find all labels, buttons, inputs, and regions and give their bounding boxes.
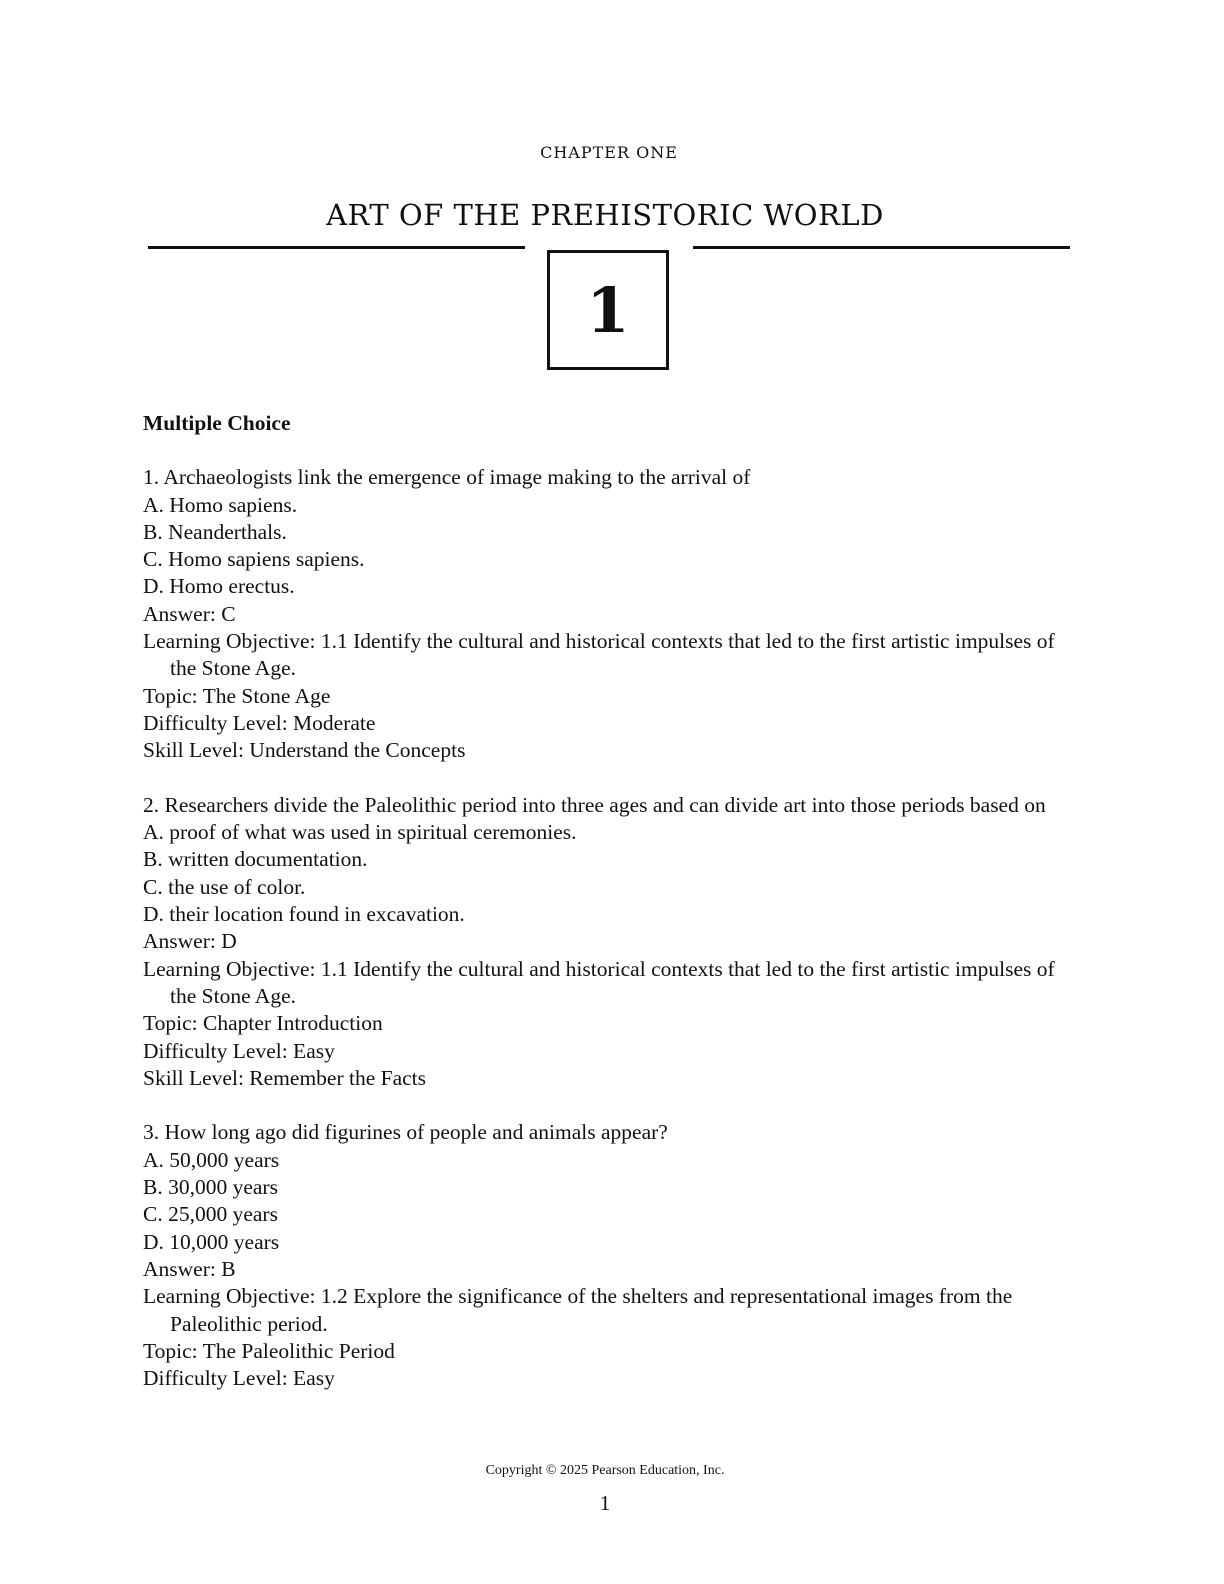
answer-option: B. written documentation. bbox=[143, 847, 368, 872]
answer-key: Answer: D bbox=[143, 929, 237, 954]
learning-objective: Learning Objective: 1.1 Identify the cultural and historical contexts that led to the first artistic impulses of the Stone Age. bbox=[143, 956, 1055, 1008]
answer-option: D. Homo erectus. bbox=[143, 574, 295, 599]
title-rule-right bbox=[693, 246, 1070, 249]
question-stem: 2. Researchers divide the Paleolithic period into three ages and can divide art into those periods based on bbox=[143, 792, 1046, 817]
difficulty-level: Difficulty Level: Moderate bbox=[143, 710, 376, 735]
answer-option: A. proof of what was used in spiritual ceremonies. bbox=[143, 820, 577, 845]
answer-option: B. Neanderthals. bbox=[143, 519, 287, 544]
answer-option: A. Homo sapiens. bbox=[143, 492, 298, 517]
learning-objective: Learning Objective: 1.1 Identify the cultural and historical contexts that led to the first artistic impulses of the Stone Age. bbox=[143, 629, 1055, 681]
answer-key: Answer: B bbox=[143, 1256, 236, 1281]
topic: Topic: The Stone Age bbox=[143, 683, 331, 708]
document-body bbox=[143, 410, 1083, 1420]
answer-option: A. 50,000 years bbox=[143, 1147, 280, 1172]
topic: Topic: The Paleolithic Period bbox=[143, 1338, 395, 1363]
copyright-notice: Copyright © 2025 Pearson Education, Inc. bbox=[485, 1463, 725, 1478]
question-2 bbox=[143, 792, 1083, 1092]
question-stem: 3. How long ago did figurines of people and animals appear? bbox=[143, 1120, 668, 1145]
difficulty-level: Difficulty Level: Easy bbox=[143, 1366, 335, 1391]
topic: Topic: Chapter Introduction bbox=[143, 1011, 383, 1036]
chapter-label: CHAPTER ONE bbox=[540, 143, 678, 162]
question-1 bbox=[143, 464, 1083, 764]
skill-level: Skill Level: Remember the Facts bbox=[143, 1065, 427, 1090]
difficulty-level: Difficulty Level: Easy bbox=[143, 1038, 335, 1063]
chapter-number-box bbox=[547, 250, 669, 370]
answer-option: D. 10,000 years bbox=[143, 1229, 280, 1254]
answer-key: Answer: C bbox=[143, 601, 236, 626]
learning-objective: Learning Objective: 1.2 Explore the significance of the shelters and representational images from the Paleolithic period. bbox=[143, 1284, 1013, 1336]
answer-option: C. the use of color. bbox=[143, 874, 306, 899]
section-heading: Multiple Choice bbox=[143, 411, 291, 435]
chapter-title: ART OF THE PREHISTORIC WORLD bbox=[326, 198, 884, 232]
chapter-number: 1 bbox=[586, 273, 630, 347]
skill-level: Skill Level: Understand the Concepts bbox=[143, 738, 466, 763]
question-3 bbox=[143, 1119, 1083, 1392]
page-number: 1 bbox=[599, 1491, 611, 1515]
answer-option: B. 30,000 years bbox=[143, 1175, 278, 1200]
question-stem: 1. Archaeologists link the emergence of image making to the arrival of bbox=[143, 465, 751, 490]
answer-option: D. their location found in excavation. bbox=[143, 902, 465, 927]
answer-option: C. Homo sapiens sapiens. bbox=[143, 547, 365, 572]
title-rule-left bbox=[148, 246, 525, 249]
answer-option: C. 25,000 years bbox=[143, 1202, 278, 1227]
